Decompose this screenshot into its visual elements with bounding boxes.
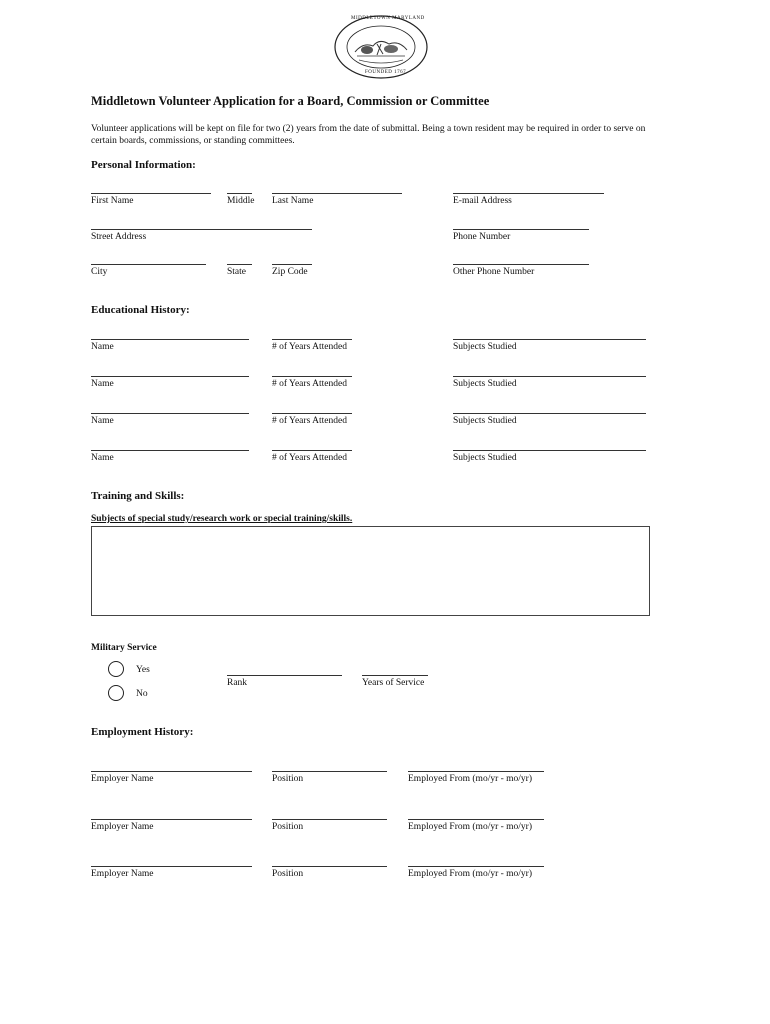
position-field[interactable]	[272, 771, 387, 772]
employment-heading: Employment History:	[91, 726, 194, 738]
education-years-field[interactable]	[272, 339, 352, 340]
zip-field[interactable]	[272, 264, 312, 265]
position-label: Position	[272, 822, 304, 832]
employed-dates-field[interactable]	[408, 866, 544, 867]
employer-name-field[interactable]	[91, 866, 252, 867]
education-name-label: Name	[91, 342, 114, 352]
state-label: State	[227, 267, 246, 277]
military-no-radio[interactable]	[108, 685, 124, 701]
education-subjects-label: Subjects Studied	[453, 453, 517, 463]
education-name-field[interactable]	[91, 450, 249, 451]
phone-label: Phone Number	[453, 232, 511, 242]
intro-text: Volunteer applications will be kept on file for two (2) years from the date of submittal. Being a town resident may be required in order to serve on certain boards, commissions, or standing committees.	[91, 124, 646, 146]
employed-dates-field[interactable]	[408, 771, 544, 772]
seal-top-text: MIDDLETOWN MARYLAND	[351, 16, 425, 21]
training-heading: Training and Skills:	[91, 490, 185, 502]
email-field[interactable]	[453, 193, 604, 194]
rank-label: Rank	[227, 678, 248, 688]
employer-name-label: Employer Name	[91, 869, 154, 879]
position-field[interactable]	[272, 866, 387, 867]
years-of-service-label: Years of Service	[362, 678, 425, 688]
education-years-label: # of Years Attended	[272, 416, 347, 426]
email-label: E-mail Address	[453, 196, 512, 206]
employer-name-field[interactable]	[91, 771, 252, 772]
education-years-label: # of Years Attended	[272, 453, 347, 463]
education-subjects-field[interactable]	[453, 339, 646, 340]
employed-dates-label: Employed From (mo/yr - mo/yr)	[408, 869, 533, 879]
education-name-field[interactable]	[91, 376, 249, 377]
city-label: City	[91, 267, 108, 277]
education-subjects-label: Subjects Studied	[453, 416, 517, 426]
rank-field[interactable]	[227, 675, 342, 676]
street-address-label: Street Address	[91, 232, 147, 242]
education-name-field[interactable]	[91, 339, 249, 340]
last-name-field[interactable]	[272, 193, 402, 194]
position-field[interactable]	[272, 819, 387, 820]
seal-bottom-text: FOUNDED 1767	[365, 70, 407, 75]
military-heading: Military Service	[91, 643, 157, 653]
education-name-field[interactable]	[91, 413, 249, 414]
education-subjects-field[interactable]	[453, 413, 646, 414]
first-name-label: First Name	[91, 196, 134, 206]
education-name-label: Name	[91, 453, 114, 463]
employed-dates-label: Employed From (mo/yr - mo/yr)	[408, 774, 533, 784]
town-seal-logo	[333, 14, 429, 80]
middle-name-field[interactable]	[227, 193, 252, 194]
training-subheading: Subjects of special study/research work or special training/skills.	[91, 514, 353, 524]
city-field[interactable]	[91, 264, 206, 265]
education-subjects-field[interactable]	[453, 450, 646, 451]
employer-name-field[interactable]	[91, 819, 252, 820]
last-name-label: Last Name	[272, 196, 314, 206]
education-name-label: Name	[91, 416, 114, 426]
training-skills-textarea[interactable]	[91, 526, 650, 616]
middle-label: Middle	[227, 196, 255, 206]
phone-field[interactable]	[453, 229, 589, 230]
page-title: Middletown Volunteer Application for a Board, Commission or Committee	[91, 94, 490, 108]
employed-dates-field[interactable]	[408, 819, 544, 820]
education-years-field[interactable]	[272, 413, 352, 414]
education-years-label: # of Years Attended	[272, 379, 347, 389]
education-years-label: # of Years Attended	[272, 342, 347, 352]
employer-name-label: Employer Name	[91, 822, 154, 832]
education-years-field[interactable]	[272, 450, 352, 451]
employer-name-label: Employer Name	[91, 774, 154, 784]
military-yes-radio[interactable]	[108, 661, 124, 677]
other-phone-label: Other Phone Number	[453, 267, 535, 277]
education-years-field[interactable]	[272, 376, 352, 377]
education-subjects-label: Subjects Studied	[453, 342, 517, 352]
personal-info-heading: Personal Information:	[91, 159, 196, 171]
education-subjects-field[interactable]	[453, 376, 646, 377]
other-phone-field[interactable]	[453, 264, 589, 265]
military-no-label: No	[136, 689, 148, 699]
education-heading: Educational History:	[91, 304, 190, 316]
years-of-service-field[interactable]	[362, 675, 428, 676]
position-label: Position	[272, 774, 304, 784]
position-label: Position	[272, 869, 304, 879]
street-address-field[interactable]	[91, 229, 312, 230]
education-name-label: Name	[91, 379, 114, 389]
state-field[interactable]	[227, 264, 252, 265]
zip-label: Zip Code	[272, 267, 308, 277]
military-yes-label: Yes	[136, 665, 150, 675]
education-subjects-label: Subjects Studied	[453, 379, 517, 389]
employed-dates-label: Employed From (mo/yr - mo/yr)	[408, 822, 533, 832]
first-name-field[interactable]	[91, 193, 211, 194]
